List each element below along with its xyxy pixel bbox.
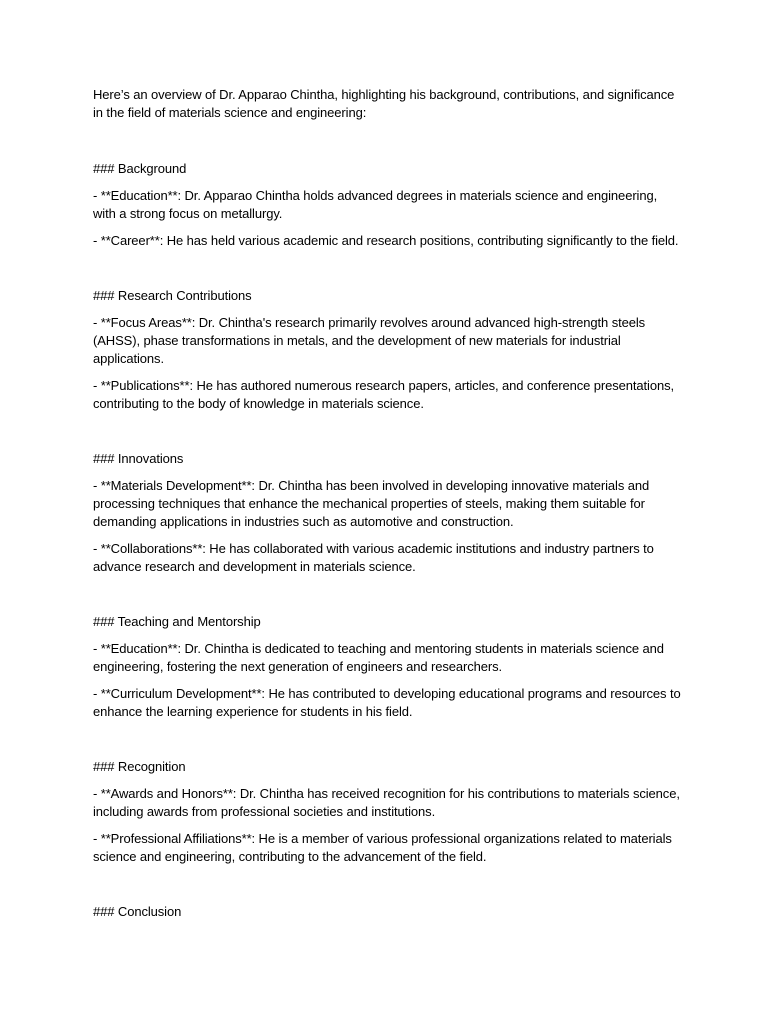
section-background xyxy=(93,160,683,250)
section-recognition xyxy=(93,758,683,866)
bullet-item: - **Curriculum Development**: He has contributed to developing educational programs and resources to enhance the learning experience for students in his field. xyxy=(93,686,681,719)
bullet-item: - **Collaborations**: He has collaborated with various academic institutions and industry partners to advance research and development in materials science. xyxy=(93,541,654,574)
section-heading: ### Research Contributions xyxy=(93,288,252,303)
section-research-contributions xyxy=(93,287,683,413)
bullet-item: - **Focus Areas**: Dr. Chintha's research primarily revolves around advanced high-strength steels (AHSS), phase transformations in metals, and the development of new materials for industrial applications. xyxy=(93,315,646,366)
bullet-item: - **Publications**: He has authored numerous research papers, articles, and conference presentations, contributing to the body of knowledge in materials science. xyxy=(93,378,675,411)
document-page xyxy=(93,86,683,930)
bullet-item: - **Materials Development**: Dr. Chintha has been involved in developing innovative materials and processing techniques that enhance the mechanical properties of steels, making them suitable for demanding applications in industries such as automotive and construction. xyxy=(93,478,650,529)
intro-paragraph: Here’s an overview of Dr. Apparao Chintha, highlighting his background, contributions, and significance in the field of materials science and engineering: xyxy=(93,87,675,120)
section-heading: ### Recognition xyxy=(93,759,186,774)
section-heading: ### Conclusion xyxy=(93,904,182,919)
bullet-item: - **Awards and Honors**: Dr. Chintha has received recognition for his contributions to materials science, including awards from professional societies and institutions. xyxy=(93,786,680,819)
bullet-item: - **Professional Affiliations**: He is a member of various professional organizations related to materials science and engineering, contributing to the advancement of the field. xyxy=(93,831,672,864)
section-heading: ### Teaching and Mentorship xyxy=(93,614,261,629)
section-teaching-and-mentorship xyxy=(93,613,683,721)
bullet-item: - **Education**: Dr. Chintha is dedicated to teaching and mentoring students in materials science and engineering, fostering the next generation of engineers and researchers. xyxy=(93,641,664,674)
section-heading: ### Background xyxy=(93,161,187,176)
section-heading: ### Innovations xyxy=(93,451,184,466)
section-conclusion xyxy=(93,903,683,921)
section-innovations xyxy=(93,450,683,576)
bullet-item: - **Career**: He has held various academic and research positions, contributing significantly to the field. xyxy=(93,233,679,248)
bullet-item: - **Education**: Dr. Apparao Chintha holds advanced degrees in materials science and engineering, with a strong focus on metallurgy. xyxy=(93,188,658,221)
